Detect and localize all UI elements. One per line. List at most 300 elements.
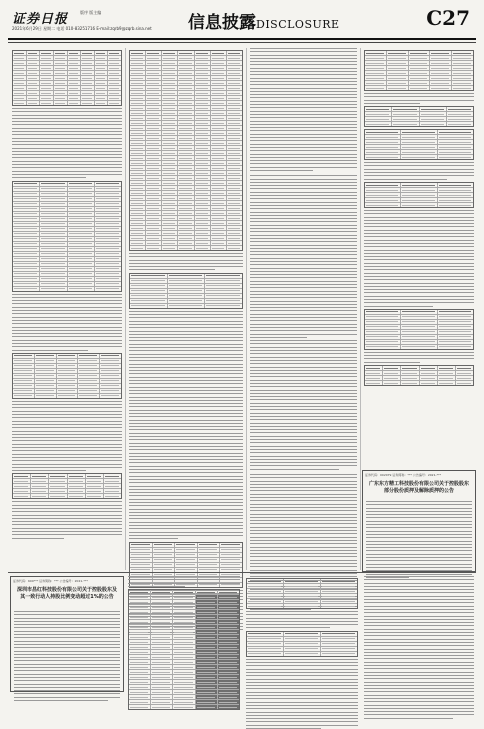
- table-cell: [227, 76, 242, 80]
- table-cell: [218, 645, 239, 649]
- table-cell: [365, 140, 401, 144]
- table-row: [13, 287, 121, 291]
- text-line: [250, 465, 357, 466]
- table-cell: [195, 226, 211, 230]
- text-line: [250, 570, 357, 571]
- text-line: [12, 333, 122, 334]
- table-cell: [195, 81, 211, 85]
- data-table: [246, 631, 358, 657]
- table-cell: [130, 111, 146, 115]
- text-block: [364, 162, 474, 179]
- table-cell: [162, 191, 178, 195]
- table-cell: [220, 568, 242, 572]
- text-line: [12, 460, 122, 461]
- table-cell: [438, 140, 473, 144]
- table-cell: [108, 101, 121, 105]
- table-cell: [211, 101, 227, 105]
- table-cell: [284, 647, 321, 651]
- table-cell: [86, 484, 104, 488]
- text-line: [250, 494, 357, 495]
- table-row: [130, 304, 242, 308]
- table-cell: [129, 605, 151, 609]
- table-cell: [227, 176, 242, 180]
- table-cell: [211, 181, 227, 185]
- text-line: [14, 647, 120, 648]
- table-cell: [227, 151, 242, 155]
- text-line: [129, 377, 243, 378]
- table-cell: [153, 563, 176, 567]
- table-row: [247, 604, 357, 608]
- text-line: [250, 192, 357, 193]
- text-line: [12, 141, 122, 142]
- text-line: [364, 596, 474, 597]
- table-cell: [387, 61, 409, 65]
- table-cell: [95, 217, 121, 221]
- table-cell: [40, 182, 67, 186]
- text-line: [14, 687, 120, 688]
- table-cell: [130, 216, 146, 220]
- table-cell: [40, 187, 67, 191]
- table-cell: [211, 56, 227, 60]
- text-line: [250, 134, 357, 135]
- table-cell: [13, 384, 35, 388]
- text-line: [14, 631, 120, 632]
- text-block: [246, 611, 358, 628]
- table-cell: [68, 91, 82, 95]
- text-line: [250, 182, 357, 183]
- bottom-right-block: [364, 576, 474, 690]
- announcement-code-line: 证券代码：600*** 证券简称：*** 公告编号：2021-***: [13, 579, 88, 583]
- table-cell: [438, 330, 473, 334]
- text-line: [129, 476, 243, 477]
- text-line: [12, 434, 122, 435]
- table-cell: [220, 548, 242, 552]
- table-cell: [68, 277, 95, 281]
- table-cell: [129, 675, 151, 679]
- table-cell: [438, 193, 473, 197]
- text-line: [364, 220, 474, 221]
- table-cell: [227, 181, 242, 185]
- table-cell: [100, 369, 121, 373]
- table-cell: [129, 630, 151, 634]
- table-cell: [129, 665, 151, 669]
- table-cell: [211, 116, 227, 120]
- table-cell: [284, 584, 321, 588]
- table-cell: [401, 371, 419, 375]
- table-cell: [162, 101, 178, 105]
- table-cell: [220, 543, 242, 547]
- text-line: [129, 479, 243, 480]
- table-cell: [40, 272, 67, 276]
- text-line: [12, 524, 122, 525]
- table-cell: [68, 86, 82, 90]
- table-cell: [438, 203, 473, 207]
- table-cell: [95, 101, 109, 105]
- text-line: [364, 230, 474, 231]
- text-line: [250, 497, 357, 498]
- text-line: [250, 307, 357, 308]
- table-cell: [383, 376, 401, 380]
- table-cell: [49, 494, 67, 498]
- announcement-body: [366, 501, 472, 580]
- text-line: [12, 131, 122, 132]
- table-cell: [178, 116, 194, 120]
- text-line: [129, 393, 243, 394]
- table-cell: [13, 197, 40, 201]
- table-cell: [162, 171, 178, 175]
- table-cell: [57, 389, 79, 393]
- table-cell: [438, 335, 473, 339]
- table-cell: [321, 584, 357, 588]
- table-cell: [130, 191, 146, 195]
- table-cell: [365, 112, 392, 116]
- table-cell: [130, 86, 146, 90]
- text-line: [364, 253, 474, 254]
- text-line: [250, 127, 357, 128]
- text-line: [250, 317, 357, 318]
- column-divider: [360, 48, 361, 570]
- table-cell: [211, 126, 227, 130]
- text-line: [129, 489, 243, 490]
- text-line: [12, 528, 122, 529]
- table-cell: [104, 494, 121, 498]
- table-cell: [365, 135, 401, 139]
- table-cell: [95, 192, 121, 196]
- table-cell: [13, 76, 27, 80]
- newspaper-logo: 证券日报: [12, 12, 69, 27]
- table-cell: [438, 345, 473, 349]
- table-cell: [35, 359, 57, 363]
- text-line: [250, 416, 357, 417]
- table-cell: [130, 146, 146, 150]
- table-cell: [365, 188, 401, 192]
- table-cell: [151, 635, 173, 639]
- table-cell: [86, 494, 104, 498]
- table-cell: [68, 76, 82, 80]
- table-cell: [151, 610, 173, 614]
- text-line: [129, 509, 243, 510]
- table-cell: [365, 315, 401, 319]
- table-cell: [321, 579, 357, 583]
- text-line: [364, 682, 474, 683]
- table-cell: [195, 111, 211, 115]
- table-cell: [95, 56, 109, 60]
- text-line: [250, 393, 357, 394]
- table-cell: [13, 242, 40, 246]
- text-line: [12, 303, 122, 304]
- table-cell: [78, 374, 100, 378]
- text-line: [364, 691, 474, 692]
- table-cell: [13, 247, 40, 251]
- text-line: [250, 474, 357, 475]
- table-cell: [54, 56, 68, 60]
- bottom-center-block: [246, 576, 358, 690]
- table-cell: [195, 236, 211, 240]
- table-cell: [81, 56, 95, 60]
- text-line: [129, 387, 243, 388]
- text-line: [364, 606, 474, 607]
- table-cell: [68, 96, 82, 100]
- text-line: [364, 629, 474, 630]
- table-cell: [321, 647, 357, 651]
- table-cell: [54, 101, 68, 105]
- text-line: [12, 340, 122, 341]
- table-cell: [130, 61, 146, 65]
- table-cell: [95, 252, 121, 256]
- text-line: [246, 627, 330, 628]
- text-line: [129, 340, 243, 341]
- table-cell: [178, 171, 194, 175]
- table-cell: [178, 161, 194, 165]
- table-cell: [178, 121, 194, 125]
- table-cell: [40, 86, 54, 90]
- text-line: [366, 527, 472, 528]
- table-cell: [220, 563, 242, 567]
- text-line: [246, 708, 358, 709]
- text-line: [129, 321, 243, 322]
- table-cell: [178, 126, 194, 130]
- table-cell: [95, 227, 121, 231]
- text-line: [366, 550, 472, 551]
- text-line: [250, 261, 357, 262]
- table-cell: [211, 61, 227, 65]
- table-cell: [40, 192, 67, 196]
- text-line: [364, 599, 474, 600]
- text-line: [14, 624, 120, 625]
- table-cell: [409, 56, 431, 60]
- text-line: [246, 682, 358, 683]
- table-cell: [13, 287, 40, 291]
- table-cell: [81, 101, 95, 105]
- text-line: [250, 477, 357, 478]
- table-cell: [365, 66, 387, 70]
- table-cell: [68, 252, 95, 256]
- text-line: [364, 266, 474, 267]
- text-line: [366, 554, 472, 555]
- table-cell: [227, 166, 242, 170]
- text-line: [250, 228, 357, 229]
- text-line: [250, 198, 357, 199]
- text-line: [12, 518, 122, 519]
- table-cell: [81, 66, 95, 70]
- text-line: [12, 414, 122, 415]
- table-cell: [129, 640, 151, 644]
- table-cell: [438, 135, 473, 139]
- text-line: [12, 174, 122, 175]
- text-line: [250, 504, 357, 505]
- table-cell: [195, 191, 211, 195]
- table-cell: [40, 277, 67, 281]
- table-cell: [13, 389, 35, 393]
- table-cell: [151, 670, 173, 674]
- table-cell: [438, 155, 473, 159]
- table-cell: [409, 86, 431, 90]
- text-block: [250, 340, 357, 470]
- table-cell: [49, 489, 67, 493]
- table-cell: [175, 553, 198, 557]
- text-line: [129, 337, 243, 338]
- text-line: [366, 544, 472, 545]
- text-line: [250, 376, 357, 377]
- table-cell: [146, 186, 162, 190]
- table-cell: [195, 136, 211, 140]
- table-cell: [130, 543, 153, 547]
- table-cell: [81, 51, 95, 55]
- table-cell: [227, 191, 242, 195]
- text-line: [366, 514, 472, 515]
- table-cell: [95, 242, 121, 246]
- text-line: [250, 380, 357, 381]
- table-cell: [162, 121, 178, 125]
- table-cell: [54, 86, 68, 90]
- text-line: [12, 128, 122, 129]
- text-line: [250, 208, 357, 209]
- table-cell: [420, 371, 438, 375]
- table-cell: [284, 594, 321, 598]
- table-cell: [247, 652, 284, 656]
- table-cell: [78, 369, 100, 373]
- table-row: [13, 494, 121, 498]
- table-cell: [196, 645, 218, 649]
- table-cell: [227, 81, 242, 85]
- table-cell: [68, 484, 86, 488]
- table-cell: [438, 340, 473, 344]
- table-cell: [13, 364, 35, 368]
- table-cell: [195, 171, 211, 175]
- text-line: [246, 614, 358, 615]
- text-line: [250, 343, 357, 344]
- table-cell: [13, 354, 35, 358]
- text-line: [129, 397, 243, 398]
- table-cell: [129, 655, 151, 659]
- table-cell: [401, 130, 437, 134]
- table-cell: [95, 182, 121, 186]
- table-cell: [108, 76, 121, 80]
- table-cell: [153, 543, 176, 547]
- table-cell: [129, 670, 151, 674]
- table-cell: [196, 635, 218, 639]
- table-cell: [196, 655, 218, 659]
- table-cell: [205, 294, 242, 298]
- table-cell: [321, 642, 357, 646]
- table-cell: [130, 166, 146, 170]
- text-line: [129, 502, 243, 503]
- table-cell: [146, 181, 162, 185]
- table-cell: [211, 191, 227, 195]
- text-line: [364, 685, 474, 686]
- table-cell: [162, 216, 178, 220]
- text-line: [250, 48, 357, 49]
- table-cell: [100, 384, 121, 388]
- text-line: [250, 560, 357, 561]
- text-line: [129, 535, 243, 536]
- text-line: [250, 61, 357, 62]
- text-line: [14, 684, 120, 685]
- text-line: [250, 179, 357, 180]
- text-line: [250, 543, 357, 544]
- table-cell: [365, 310, 401, 314]
- table-cell: [195, 151, 211, 155]
- table-cell: [401, 188, 437, 192]
- table-cell: [40, 71, 54, 75]
- table-cell: [247, 604, 284, 608]
- table-cell: [54, 51, 68, 55]
- table-cell: [211, 141, 227, 145]
- table-cell: [392, 117, 419, 121]
- text-line: [12, 346, 122, 347]
- table-cell: [178, 151, 194, 155]
- table-cell: [205, 299, 242, 303]
- table-cell: [95, 76, 109, 80]
- table-cell: [401, 203, 437, 207]
- table-cell: [104, 489, 121, 493]
- text-line: [250, 436, 357, 437]
- table-cell: [178, 86, 194, 90]
- text-line: [129, 266, 243, 267]
- table-cell: [211, 146, 227, 150]
- table-cell: [130, 96, 146, 100]
- table-cell: [162, 206, 178, 210]
- announcement-title: 深圳市昌红科技股份有限公司关于控股股东及其一致行动人持股比例变动超过1%的公告: [16, 587, 117, 600]
- table-cell: [211, 216, 227, 220]
- table-cell: [227, 211, 242, 215]
- table-cell: [130, 66, 146, 70]
- data-table: [129, 273, 243, 309]
- table-cell: [151, 665, 173, 669]
- table-cell: [146, 91, 162, 95]
- table-cell: [195, 206, 211, 210]
- table-cell: [321, 594, 357, 598]
- table-cell: [95, 272, 121, 276]
- table-cell: [13, 257, 40, 261]
- table-cell: [27, 91, 41, 95]
- table-cell: [173, 685, 195, 689]
- text-line: [250, 327, 357, 328]
- table-cell: [162, 91, 178, 95]
- table-cell: [195, 121, 211, 125]
- text-block: [129, 253, 243, 270]
- table-cell: [211, 91, 227, 95]
- table-cell: [54, 91, 68, 95]
- table-cell: [211, 206, 227, 210]
- table-cell: [162, 111, 178, 115]
- announcement-body: [14, 611, 120, 703]
- table-cell: [387, 71, 409, 75]
- text-line: [364, 240, 474, 241]
- table-cell: [195, 176, 211, 180]
- text-line: [364, 672, 474, 673]
- table-cell: [68, 227, 95, 231]
- table-cell: [54, 81, 68, 85]
- text-line: [250, 409, 357, 410]
- table-cell: [392, 122, 419, 126]
- text-line: [12, 440, 122, 441]
- text-line: [12, 323, 122, 324]
- text-line: [364, 217, 474, 218]
- table-cell: [40, 212, 67, 216]
- text-line: [129, 400, 243, 401]
- table-cell: [31, 484, 49, 488]
- table-cell: [68, 474, 86, 478]
- table-cell: [130, 201, 146, 205]
- table-cell: [196, 625, 218, 629]
- text-line: [246, 672, 358, 673]
- table-cell: [173, 705, 195, 709]
- table-cell: [31, 474, 49, 478]
- text-line: [12, 320, 122, 321]
- table-cell: [227, 196, 242, 200]
- table-cell: [438, 183, 473, 187]
